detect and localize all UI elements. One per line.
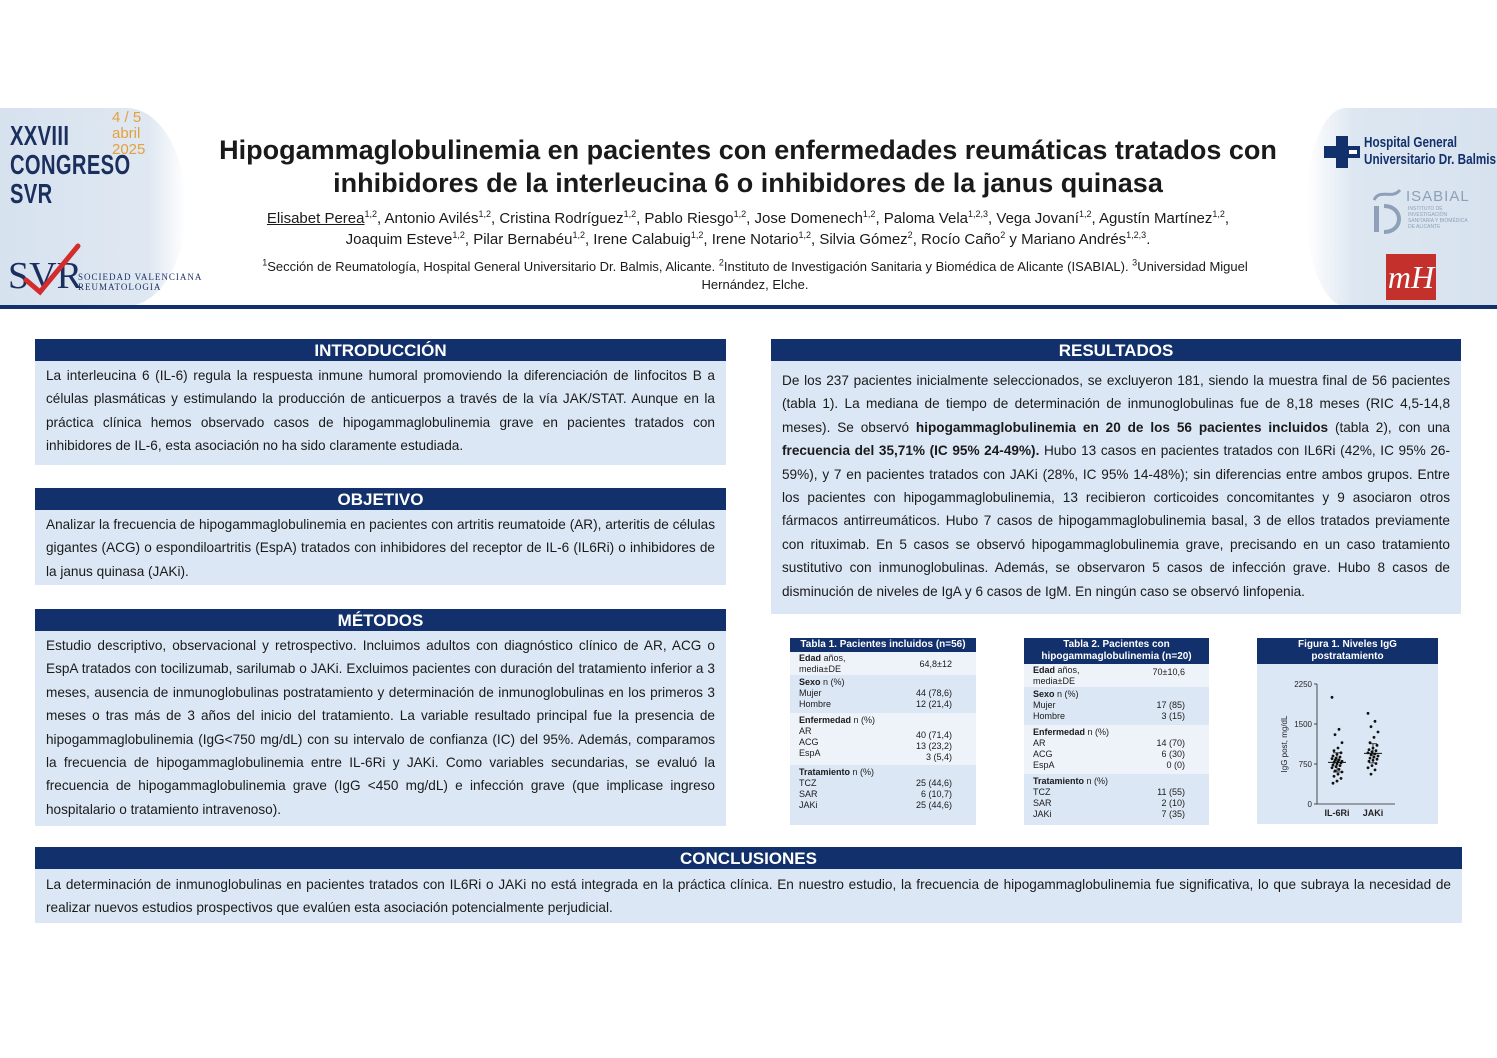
svr-logo-text: SVR <box>8 255 82 296</box>
data-point <box>1337 747 1340 750</box>
data-point <box>1376 758 1379 761</box>
data-point <box>1368 760 1371 763</box>
author-name: Irene Notario <box>711 231 799 248</box>
author-name: Vega Jovaní <box>996 210 1079 227</box>
umh-logo: mH <box>1386 254 1436 300</box>
data-point <box>1331 696 1334 699</box>
data-point <box>1334 733 1337 736</box>
hospital-cross-icon <box>1324 136 1360 168</box>
data-point <box>1370 754 1373 757</box>
data-point <box>1332 764 1335 767</box>
data-point <box>1339 756 1342 759</box>
x-category-label: IL-6Ri <box>1324 808 1350 818</box>
section-text: Estudio descriptivo, observacional y retrospectivo. Incluimos adultos con diagnóstico clínico de AR, ACG o EspA tratados con tocilizumab, sarilumab o JAKi. Excluimos pacientes con duración del tratamiento inferior a 3 meses, ausencia de inmunoglobulinas postratamiento y determinación de inmunoglobulinas en los primeros 3 meses o tras más de 3 años del inicio del tratamiento. La variable resultado principal fue la presencia de hipogammaglobulinemia (IgG<750 mg/dL) con su intervalo de confianza (IC) del 95%. Además, comparamos la frecuencia de hipogammaglobulinemia entre IL-6Ri y JAKi. Como variables secundarias, se evaluó la frecuencia de hipogammaglobulinemia grave (IgG <450 mg/dL) e infección grave (que implicase ingreso hospitalario o tratamiento intravenoso). <box>46 638 715 817</box>
data-point <box>1333 775 1336 778</box>
data-point <box>1370 773 1373 776</box>
data-point <box>1332 782 1335 785</box>
author-name: Paloma Vela <box>883 210 969 227</box>
table-row: Tratamiento n (%) TCZ SAR JAKi 11 (55) 2 (10) 7 (35) <box>1033 776 1185 819</box>
data-point <box>1377 731 1380 734</box>
table-title: Tabla 1. Pacientes incluidos (n=56) <box>790 638 976 652</box>
author-name: Silvia Gómez <box>819 231 908 248</box>
resultados-section <box>771 339 1461 614</box>
section-heading: OBJETIVO <box>35 488 726 510</box>
author-name: Pablo Riesgo <box>644 210 734 227</box>
data-point <box>1337 773 1340 776</box>
data-point <box>1331 757 1334 760</box>
table-row: Enfermedad n (%) AR ACG EspA 14 (70) 6 (30) 0 (0) <box>1024 725 1209 774</box>
data-point <box>1339 764 1342 767</box>
y-tick-label: 2250 <box>1294 680 1312 689</box>
y-axis-label: IgG post, mg/dL <box>1280 715 1289 773</box>
data-point <box>1332 755 1335 758</box>
tabla-1 <box>790 638 976 825</box>
data-point <box>1341 771 1344 774</box>
data-point <box>1375 749 1378 752</box>
tabla-2 <box>1024 638 1209 825</box>
data-point <box>1367 766 1370 769</box>
hospital-logo: Hospital General Universitario Dr. Balmis <box>1322 132 1492 176</box>
data-point <box>1368 748 1371 751</box>
data-point <box>1373 736 1376 739</box>
data-point <box>1376 744 1379 747</box>
table-row: Edad años, media±DE 70±10,6 <box>1024 664 1209 687</box>
isabial-mark-icon <box>1370 186 1404 236</box>
congress-word: CONGRESO <box>10 149 131 180</box>
author-name: Jose Domenech <box>754 210 863 227</box>
table-title: Tabla 2. Pacientes con hipogammaglobulinemia (n=20) <box>1024 638 1209 664</box>
author-name: Elisabet Perea <box>266 210 365 227</box>
author-name: Antonio Avilés <box>384 210 479 227</box>
y-tick-label: 0 <box>1307 800 1312 809</box>
author-list: Elisabet Perea$^{1,2}$, Antonio Avilés$^{1,2}$, Cristina Rodríguez$^{1,2}$, Pablo Riesgo$^{1,2}$, Jose Domenech$^{1,2}$, Paloma Vela$^{1,2,3}$, Vega Jovaní$^{1,2}$, Agustín Martínez$^{1,2}$, Joaquim Esteve$^{1,2}$, Pilar Bernabéu$^{1,2}$, Irene Calabuig$^{1,2}$, Irene Notario$^{1,2}$, Silvia Gómez$^2$, Rocío Caño$^2$ y Mariano Andrés$^{1,2,3}$. <box>266 209 1230 248</box>
conclusiones-section <box>35 847 1462 923</box>
author-name: Rocío Caño <box>921 231 1001 248</box>
header-divider <box>0 305 1497 309</box>
section-text: La determinación de inmunoglobulinas en pacientes tratados con IL6Ri o JAKi no está integrada en la práctica clínica. En nuestro estudio, la frecuencia de hipogammaglobulinemia fue significativa, lo que subraya la necesidad de realizar nuevos estudios prospectivos que evalúen esta asociación potencialmente perjudicial. <box>46 877 1451 916</box>
section-heading: INTRODUCCIÓN <box>35 339 726 361</box>
figura-1 <box>1257 638 1438 824</box>
y-tick-label: 750 <box>1298 760 1312 769</box>
data-point <box>1377 755 1380 758</box>
section-heading: CONCLUSIONES <box>35 847 1462 869</box>
data-point <box>1340 777 1343 780</box>
section-text: Analizar la frecuencia de hipogammaglobulinemia en pacientes con artritis reumatoide (AR), arteritis de células gigantes (ACG) o espondiloartritis (EspA) tratados con inhibidores del receptor de IL-6 (IL6Ri) o inhibidores de la janus quinasa (JAKi). <box>46 517 715 579</box>
table-row: Tratamiento n (%) TCZ SAR JAKi 25 (44,6) 6 (10,7) 25 (44,6) <box>799 767 952 810</box>
table-row: Sexo n (%) Mujer Hombre 44 (78,6) 12 (21,4) <box>799 677 952 709</box>
congress-society: SVR <box>10 178 53 209</box>
society-name: SOCIEDAD VALENCIANA REUMATOLOGIA <box>78 272 203 292</box>
data-point <box>1374 720 1377 723</box>
y-tick-label: 1500 <box>1294 720 1312 729</box>
data-point <box>1371 764 1374 767</box>
author-name: Irene Calabuig <box>593 231 691 248</box>
table-row: Enfermedad n (%) AR ACG EspA 40 (71,4) 13 (23,2) 3 (5,4) <box>790 713 976 765</box>
data-point <box>1333 749 1336 752</box>
objetivo-section <box>35 488 726 585</box>
section-text: La interleucina 6 (IL-6) regula la respuesta inmune humoral promoviendo la diferenciación de linfocitos B a células plasmáticas y estimulando la producción de anticuerpos a través de la vía JAK/STAT. Aunque en la práctica clínica hemos observado casos de hipogammaglobulinemia grave en pacientes tratados con inhibidores de IL-6, esta asociación no ha sido claramente estudiada. <box>46 368 715 454</box>
author-name: Cristina Rodríguez <box>499 210 624 227</box>
metodos-section <box>35 609 726 826</box>
data-point <box>1374 768 1377 771</box>
data-point <box>1331 766 1334 769</box>
data-point <box>1367 712 1370 715</box>
author-name: Agustín Martínez <box>1099 210 1213 227</box>
section-text: De los 237 pacientes inicialmente seleccionados, se excluyeron 181, siendo la muestra final de 56 pacientes (tabla 1). La mediana de tiempo de determinación de inmunoglobulinas fue de 8,18 meses (RIC 4,5-14,8 meses). Se observó hipogammaglobulinemia en 20 de los 56 pacientes incluidos (tabla 2), con una frecuencia del 35,71% (IC 95% 24-49%). Hubo 13 casos en pacientes tratados con IL6Ri (42%, IC 95% 26-59%), y 7 en pacientes tratados con JAKi (28%, IC 95% 14-48%); sin diferencias entre ambos grupos. Entre los pacientes con hipogammaglobulinemia, 13 recibieron corticoides concomitantes y 9 asociaron otros fármacos antirreumáticos. Hubo 7 casos de hipogammaglobulinemia basal, 3 de ellos tratados previamente con rituximab. En 5 casos se observó hipogammaglobulinemia grave, precisando en un caso tratamiento sustitutivo con inmunoglobulinas. Además, se observaron 5 casos de infección grave. Hubo 8 casos de disminución de niveles de IgA y 6 casos de IgM. En ningún caso se observó linfopenia. <box>782 373 1450 599</box>
section-heading: RESULTADOS <box>771 339 1461 361</box>
data-point <box>1341 741 1344 744</box>
data-point <box>1338 768 1341 771</box>
introduccion-section <box>35 339 726 465</box>
igg-scatter-plot <box>1257 666 1438 824</box>
table-row: Edad años, media±DE 64,8±12 <box>790 652 976 675</box>
data-point <box>1338 728 1341 731</box>
author-name: Joaquim Esteve <box>345 231 453 248</box>
figure-title: Figura 1. Niveles IgG postratamiento <box>1257 638 1438 664</box>
data-point <box>1370 725 1373 728</box>
table-row: Sexo n (%) Mujer Hombre 17 (85) 3 (15) <box>1033 689 1185 721</box>
data-point <box>1336 780 1339 783</box>
congress-dates: 4 / 5 abril 2025 <box>112 109 146 158</box>
congress-edition: XXVIII <box>10 120 70 151</box>
author-name: Pilar Bernabéu <box>473 231 573 248</box>
author-name: Mariano Andrés <box>1021 231 1127 248</box>
section-heading: MÉTODOS <box>35 609 726 631</box>
isabial-logo: ISABIAL INSTITUTO DE INVESTIGACIÓN SANITARIA Y BIOMÉDICA DE ALICANTE <box>1370 186 1480 242</box>
x-category-label: JAKi <box>1362 808 1384 818</box>
data-point <box>1375 762 1378 765</box>
data-point <box>1369 757 1372 760</box>
poster-title: Hipogammaglobulinemia en pacientes con enfermedades reumáticas tratados con inhibidores de la interleucina 6 o inhibidores de la janus quinasa <box>219 135 1277 198</box>
affiliations: $^1$Sección de Reumatología, Hospital General Universitario Dr. Balmis, Alicante. $^2$Instituto de Investigación Sanitaria y Biomédica de Alicante (ISABIAL). $^3$Universidad Miguel Hernández, Elche. <box>262 257 1248 292</box>
